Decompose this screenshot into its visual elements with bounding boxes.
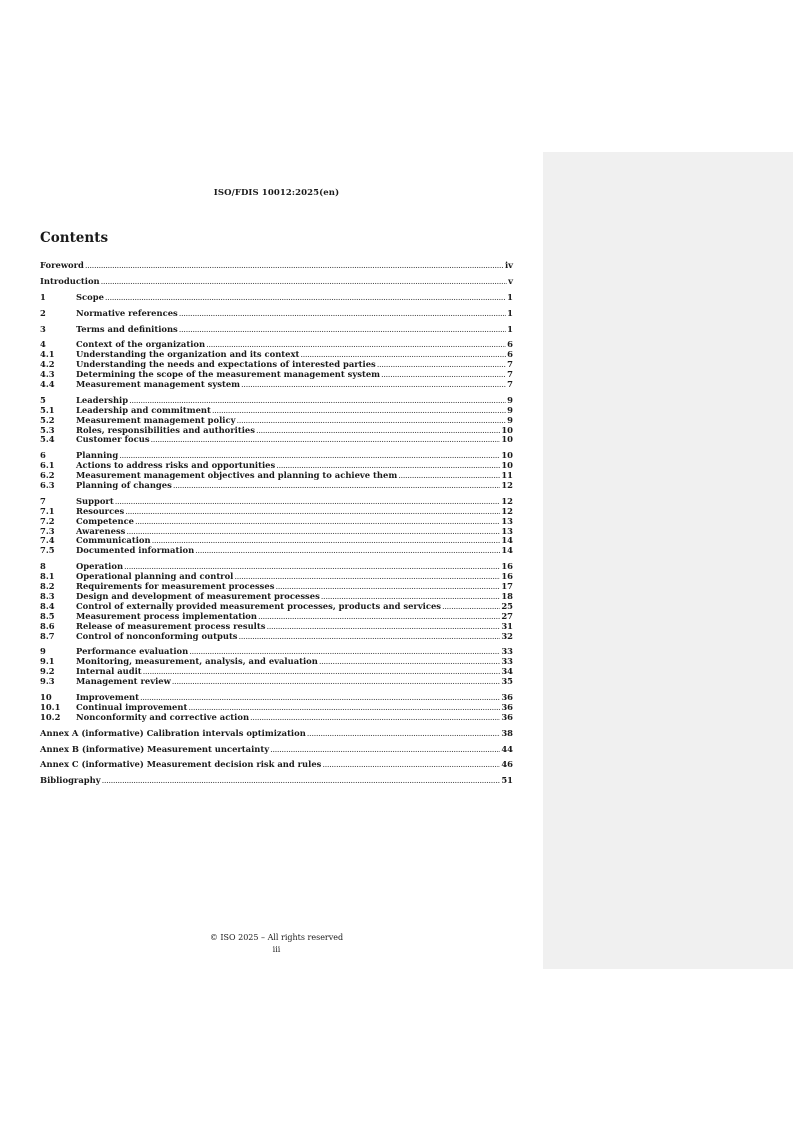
toc-entry-number: 6.2 — [40, 470, 55, 481]
toc-entry-page: 33 — [501, 656, 513, 667]
toc-entry-number: 8 — [40, 561, 46, 572]
toc-entry-page: iv — [504, 260, 513, 270]
toc-entry-number: 7.4 — [40, 535, 55, 546]
toc-entry-title: Actions to address risks and opportunities — [76, 460, 276, 471]
toc-entry-number: 8.6 — [40, 620, 55, 631]
toc-entry-page: 27 — [501, 610, 513, 621]
toc-dot-leader — [381, 370, 506, 380]
toc-entry-page: 7 — [507, 359, 513, 370]
toc-entry-title: Bibliography — [40, 775, 101, 786]
toc-dot-leader — [152, 536, 501, 546]
toc-group — [40, 396, 513, 445]
toc-entry-page: 7 — [507, 379, 513, 390]
toc-entry-page: 10 — [501, 434, 513, 445]
toc-entry-title: Understanding the needs and expectations of interested parties — [76, 359, 376, 370]
toc-entry-title: Terms and definitions — [76, 323, 178, 334]
toc-dot-leader — [398, 471, 500, 481]
toc-group — [40, 693, 513, 723]
toc-entry-number: 8.2 — [40, 581, 55, 592]
toc-entry[interactable] — [40, 309, 513, 319]
toc-dot-leader — [125, 507, 500, 517]
toc-entry-page: 38 — [501, 727, 513, 738]
toc-entry-page: 14 — [501, 545, 513, 556]
toc-entry-title: Foreword — [40, 260, 84, 270]
toc-dot-leader — [102, 776, 501, 786]
toc-entry-title: Competence — [76, 515, 135, 526]
toc-group — [40, 309, 513, 319]
toc-entry-title: Measurement process implementation — [76, 610, 257, 621]
toc-dot-leader — [266, 622, 500, 632]
toc-entry-page: 18 — [501, 590, 513, 601]
toc-entry-title: Roles, responsibilities and authorities — [76, 424, 255, 435]
toc-entry-title: Understanding the organization and its context — [76, 349, 300, 360]
toc-entry-number: 1 — [40, 291, 46, 302]
toc-entry[interactable] — [40, 481, 513, 491]
toc-entry-number: 4.1 — [40, 349, 55, 360]
toc-entry-title: Measurement management policy — [76, 414, 236, 425]
toc-entry-title: Measurement management system — [76, 379, 241, 390]
toc-dot-leader — [195, 546, 500, 556]
toc-entry-number: 9.1 — [40, 656, 55, 667]
toc-entry-number: 5.1 — [40, 404, 55, 415]
toc-entry-page: 33 — [501, 646, 513, 657]
toc-entry-page: 35 — [501, 676, 513, 687]
toc-dot-leader — [322, 760, 500, 770]
toc-entry-page: 44 — [501, 743, 513, 754]
toc-entry-number: 7.5 — [40, 545, 55, 556]
toc-dot-leader — [307, 729, 501, 739]
toc-entry-title: Support — [76, 495, 114, 506]
toc-dot-leader — [151, 435, 501, 445]
toc-dot-leader — [236, 416, 506, 426]
toc-entry[interactable] — [40, 677, 513, 687]
toc-group — [40, 647, 513, 687]
copyright-notice: © ISO 2025 – All rights reserved — [209, 933, 344, 942]
toc-dot-leader — [319, 657, 500, 667]
toc-entry-number: 9.3 — [40, 676, 55, 687]
toc-entry-title: Management review — [76, 676, 171, 687]
toc-entry-page: 13 — [501, 525, 513, 536]
toc-group — [40, 293, 513, 303]
toc-entry[interactable] — [40, 277, 513, 287]
toc-entry-title: Requirements for measurement processes — [76, 581, 275, 592]
toc-group — [40, 497, 513, 556]
toc-entry[interactable] — [40, 713, 513, 723]
toc-entry-title: Design and development of measurement processes — [76, 590, 320, 601]
toc-dot-leader — [234, 572, 500, 582]
toc-entry-number: 10 — [40, 691, 52, 702]
toc-dot-leader — [179, 309, 506, 319]
comment-pane — [543, 152, 793, 969]
toc-entry-title: Leadership — [76, 394, 129, 405]
toc-entry-title: Awareness — [76, 525, 126, 536]
toc-entry-page: 25 — [501, 600, 513, 611]
toc-entry-title: Annex C (informative) Measurement decision risk and rules — [40, 759, 322, 770]
toc-entry-title: Communication — [76, 535, 151, 546]
toc-entry[interactable] — [40, 435, 513, 445]
toc-group — [40, 729, 513, 739]
toc-group — [40, 760, 513, 770]
toc-entry-number: 5.3 — [40, 424, 55, 435]
toc-group — [40, 745, 513, 755]
toc-entry[interactable] — [40, 760, 513, 770]
toc-entry-page: 36 — [501, 711, 513, 722]
toc-entry-page: 6 — [507, 339, 513, 350]
toc-dot-leader — [143, 667, 501, 677]
toc-entry-title: Determining the scope of the measurement management system — [76, 369, 381, 380]
toc-entry-page: 12 — [501, 505, 513, 516]
toc-entry-page: 51 — [501, 775, 513, 786]
toc-dot-leader — [212, 406, 506, 416]
toc-entry-page: 1 — [507, 307, 513, 318]
toc-entry-page: 46 — [501, 759, 513, 770]
toc-entry-page: 16 — [501, 571, 513, 582]
toc-dot-leader — [241, 380, 506, 390]
toc-entry-page: 12 — [501, 495, 513, 506]
toc-dot-leader — [105, 293, 506, 303]
page-number: iii — [272, 945, 281, 954]
toc-entry-page: 9 — [507, 404, 513, 415]
toc-dot-leader — [442, 602, 500, 612]
toc-entry-number: 7.3 — [40, 525, 55, 536]
toc-entry-page: 10 — [501, 450, 513, 461]
toc-dot-leader — [173, 481, 501, 491]
toc-entry-number: 8.3 — [40, 590, 55, 601]
toc-entry-title: Context of the organization — [76, 339, 206, 350]
toc-entry-page: 36 — [501, 691, 513, 702]
toc-entry-title: Control of externally provided measurement processes, products and services — [76, 600, 442, 611]
toc-group — [40, 325, 513, 335]
toc-entry[interactable] — [40, 729, 513, 739]
toc-entry-title: Customer focus — [76, 434, 150, 445]
document-id-header: ISO/FDIS 10012:2025(en) — [213, 188, 340, 198]
toc-entry-number: 2 — [40, 307, 46, 318]
toc-entry-page: 31 — [501, 620, 513, 631]
toc-entry-title: Internal audit — [76, 666, 142, 677]
toc-entry-title: Nonconformity and corrective action — [76, 711, 250, 722]
toc-dot-leader — [85, 261, 504, 271]
toc-entry-title: Documented information — [76, 545, 195, 556]
toc-entry-number: 8.5 — [40, 610, 55, 621]
toc-entry-title: Continual improvement — [76, 701, 188, 712]
toc-entry-number: 10.2 — [40, 711, 61, 722]
contents-heading: Contents — [40, 230, 109, 246]
toc-entry-number: 4.3 — [40, 369, 55, 380]
toc-entry-page: 11 — [501, 470, 513, 481]
toc-entry-page: 9 — [507, 414, 513, 425]
toc-dot-leader — [256, 426, 500, 436]
toc-group — [40, 451, 513, 491]
toc-entry-title: Performance evaluation — [76, 646, 189, 657]
toc-group — [40, 776, 513, 786]
toc-entry-page: 9 — [507, 394, 513, 405]
toc-entry[interactable] — [40, 546, 513, 556]
toc-dot-leader — [258, 612, 500, 622]
toc-entry-title: Introduction — [40, 275, 100, 286]
toc-group — [40, 277, 513, 287]
toc-entry-title: Improvement — [76, 691, 139, 702]
table-of-contents — [40, 261, 513, 792]
toc-entry-number: 9 — [40, 646, 46, 657]
toc-group — [40, 261, 513, 271]
toc-entry-number: 6 — [40, 450, 46, 461]
toc-entry-number: 6.3 — [40, 480, 55, 491]
page-footer — [40, 932, 513, 956]
toc-entry-page: 17 — [501, 581, 513, 592]
toc-entry-title: Operational planning and control — [76, 571, 234, 582]
toc-entry-number: 7.2 — [40, 515, 55, 526]
toc-entry-title: Scope — [76, 291, 104, 302]
toc-dot-leader — [135, 517, 500, 527]
toc-entry-page: 36 — [501, 701, 513, 712]
toc-entry-page: 10 — [501, 460, 513, 471]
toc-entry-title: Control of nonconforming outputs — [76, 630, 238, 641]
toc-entry-number: 8.1 — [40, 571, 55, 582]
toc-entry-number: 5 — [40, 394, 46, 405]
toc-entry-page: v — [508, 275, 513, 286]
toc-entry-page: 6 — [507, 349, 513, 360]
toc-entry-title: Leadership and commitment — [76, 404, 211, 415]
toc-group — [40, 340, 513, 389]
toc-dot-leader — [140, 693, 500, 703]
toc-dot-leader — [126, 527, 500, 537]
toc-entry[interactable] — [40, 325, 513, 335]
toc-entry-number: 6.1 — [40, 460, 55, 471]
toc-entry-number: 7 — [40, 495, 46, 506]
toc-group — [40, 562, 513, 641]
toc-dot-leader — [270, 745, 500, 755]
toc-entry[interactable] — [40, 293, 513, 303]
toc-dot-leader — [377, 360, 506, 370]
toc-entry-title: Measurement management objectives and planning to achieve them — [76, 470, 398, 481]
toc-dot-leader — [172, 677, 501, 687]
toc-entry[interactable] — [40, 632, 513, 642]
toc-entry-title: Resources — [76, 505, 125, 516]
toc-entry-page: 34 — [501, 666, 513, 677]
toc-entry-title: Annex A (informative) Calibration intervals optimization — [40, 727, 306, 738]
toc-entry-title: Annex B (informative) Measurement uncertainty — [40, 743, 270, 754]
toc-entry-page: 7 — [507, 369, 513, 380]
toc-entry-page: 16 — [501, 561, 513, 572]
toc-entry-number: 4 — [40, 339, 46, 350]
toc-entry-page: 13 — [501, 515, 513, 526]
toc-dot-leader — [250, 713, 500, 723]
toc-entry-page: 12 — [501, 480, 513, 491]
toc-entry-page: 32 — [501, 630, 513, 641]
toc-entry-number: 10.1 — [40, 701, 61, 712]
toc-entry-page: 1 — [507, 291, 513, 302]
toc-entry-number: 9.2 — [40, 666, 55, 677]
toc-entry-title: Operation — [76, 561, 124, 572]
toc-dot-leader — [101, 277, 507, 287]
toc-entry-title: Planning — [76, 450, 119, 461]
toc-dot-leader — [115, 497, 501, 507]
toc-entry-page: 1 — [507, 323, 513, 334]
toc-entry[interactable] — [40, 745, 513, 755]
toc-dot-leader — [239, 632, 501, 642]
toc-entry-number: 5.2 — [40, 414, 55, 425]
toc-entry-title: Normative references — [76, 307, 178, 318]
toc-entry-number: 7.1 — [40, 505, 55, 516]
toc-entry-title: Monitoring, measurement, analysis, and evaluation — [76, 656, 318, 667]
toc-entry-page: 10 — [501, 424, 513, 435]
toc-entry-number: 3 — [40, 323, 46, 334]
toc-entry-number: 5.4 — [40, 434, 55, 445]
toc-entry-number: 4.2 — [40, 359, 55, 370]
toc-entry-number: 4.4 — [40, 379, 55, 390]
toc-entry-number: 8.4 — [40, 600, 55, 611]
toc-entry-number: 8.7 — [40, 630, 55, 641]
toc-entry-title: Release of measurement process results — [76, 620, 266, 631]
toc-dot-leader — [179, 325, 506, 335]
toc-entry-title: Planning of changes — [76, 480, 172, 491]
toc-entry-page: 14 — [501, 535, 513, 546]
toc-entry[interactable] — [40, 261, 513, 271]
toc-entry[interactable] — [40, 380, 513, 390]
toc-entry[interactable] — [40, 776, 513, 786]
